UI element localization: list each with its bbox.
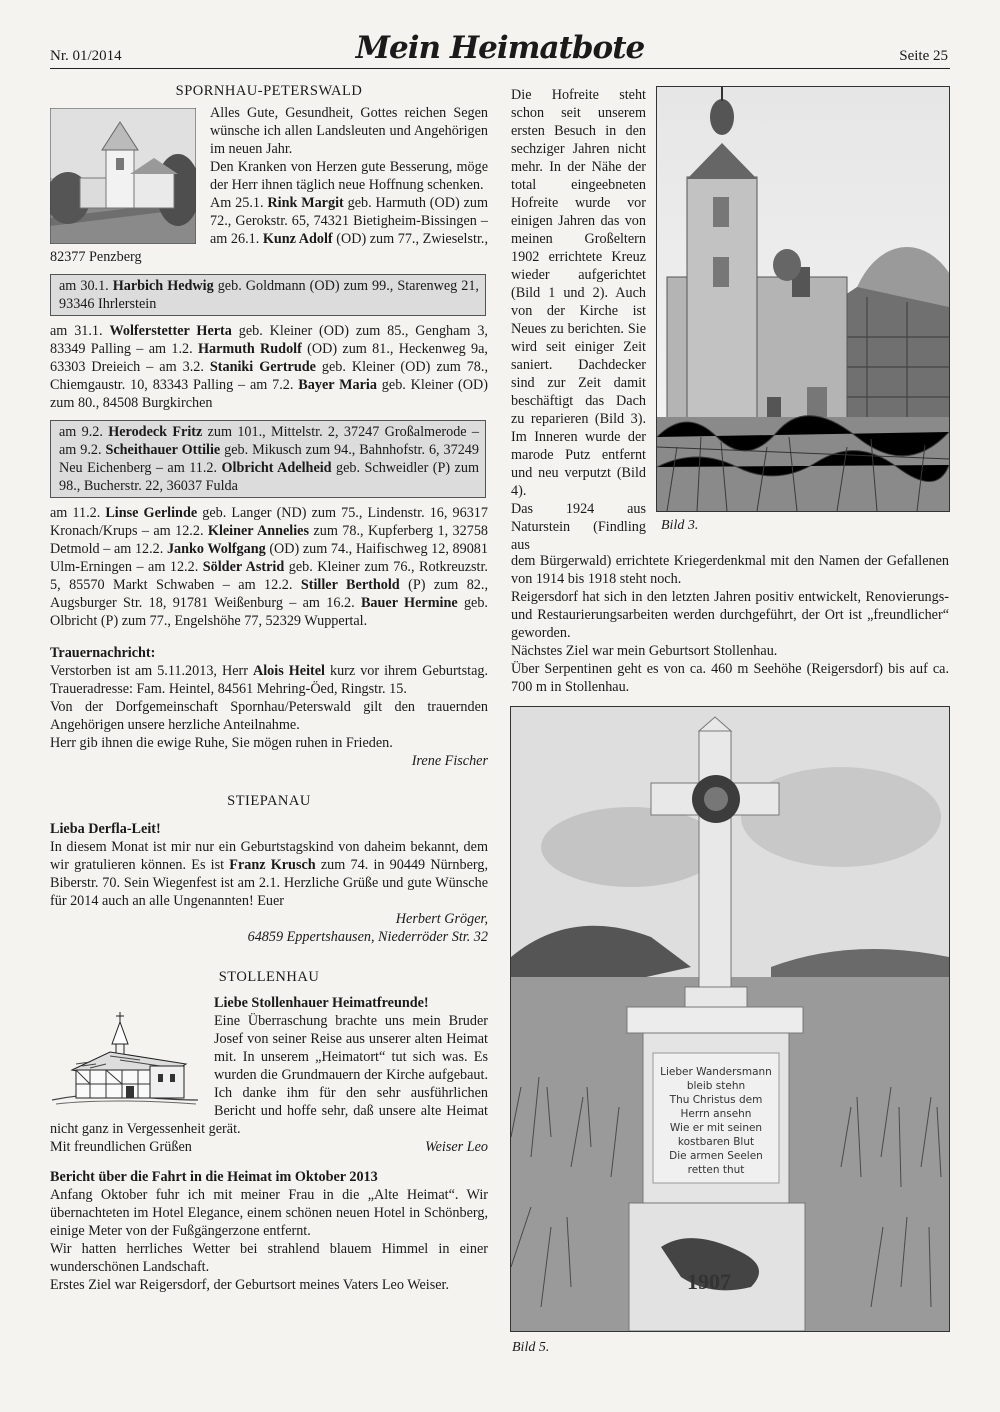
caption-bild-5: Bild 5. [512, 1340, 550, 1355]
signature-herbert: Herbert Gröger, [395, 911, 488, 927]
church-photo-bild-3 [656, 86, 950, 512]
condolence-text: Von der Dorfgemeinschaft Spornhau/Peterswald gilt den trauernden Angehörigen unsere herzliche Anteilnahme. [50, 699, 488, 733]
highlight-box-2: am 9.2. Herodeck Fritz zum 101., Mittelstr. 2, 37247 Großalmerode – am 9.2. Scheithauer Ottilie geb. Mikusch zum 94., Bahnhofstr. 6, 37249 Neu Eichenberg – am 11.2. Olbricht Adelheid geb. Schweidler (P) zum 98., Bucherstr. 22, 36037 Fulda [50, 420, 486, 498]
report-title: Bericht über die Fahrt in die Heimat im Oktober 2013 [50, 1169, 378, 1185]
denkmal-text: dem Bürgerwald) errichtete Kriegerdenkmal mit den Namen der Gefallenen von 1914 bis 1918 steht noch. [511, 553, 949, 587]
hofreite-text: Die Hofreite steht schon seit unserem ersten Besuch in den sechziger Jahren nicht mehr. In der Nähe der total eingeebneten Hofreite wurde vor einigen Jahren das von meinen Großeltern 1902 errichtete Kreuz wieder aufgerichtet (Bild 1 und 2). Auch von der Kirche ist Neues zu berichten. Sie wird seit einiger Zeit saniert. Dachdecker sind zur Zeit damit beschäftigt das Dach zu reparieren (Bild 3). Im Inneren wurde der marode Putz entfernt und neu verputzt (Bild 4). [511, 87, 646, 499]
left-column [50, 82, 488, 1294]
section-title-stiepanau: STIEPANAU [227, 793, 311, 809]
narrow-column [511, 86, 646, 554]
church-photo [50, 108, 196, 244]
memorial-plaque-text: Lieber Wandersmann bleib stehn Thu Christus dem Herrn ansehn Wie er mit seinen kostbaren Blut Die armen Seelen retten thut [660, 1066, 772, 1176]
header-rule [50, 68, 950, 69]
report-paragraph-3: Erstes Ziel war Reigersdorf, der Geburtsort meines Vaters Leo Weiser. [50, 1277, 450, 1293]
wide-continuation [511, 530, 949, 696]
highlight-box-1: am 30.1. Harbich Hedwig geb. Goldmann (OD) zum 99., Starenweg 21, 93346 Ihrlerstein [50, 274, 486, 316]
obituary-text: Verstorben ist am 5.11.2013, Herr Alois Heitel kurz vor ihrem Geburtstag. Traueradresse: Fam. Heintel, 84561 Mehring-Öed, Ringstr. 15. [50, 663, 489, 697]
greeting-paragraph: Alles Gute, Gesundheit, Gottes reichen Segen wünsche ich allen Landsleuten und Angehörigen im neuen Jahr. [210, 105, 488, 157]
birthday-paragraph-2: am 31.1. Wolferstetter Herta geb. Kleiner (OD) zum 85., Gengham 3, 83349 Palling – am 1.2. Harmuth Rudolf (OD) zum 81., Heckenweg 9a, 63303 Dreieich – am 3.2. Staniki Gertrude geb. Kleiner (OD) zum 78., Chiemgaustr. 10, 83343 Palling – am 7.2. Bayer Maria geb. Kleiner (OD) zum 80., 84508 Burgkirchen [50, 323, 488, 411]
denkmal-text-start: Das 1924 aus Naturstein (Findling aus [511, 501, 646, 553]
prayer-text: Herr gib ihnen die ewige Ruhe, Sie mögen ruhen in Frieden. [50, 735, 393, 751]
issue-number: Nr. 01/2014 [50, 48, 122, 64]
masthead-logo: Mein Heimatbote [355, 30, 645, 66]
stiepanau-text: In diesem Monat ist mir nur ein Geburtstagskind von daheim bekannt, dem wir gratulieren können. Es ist Franz Krusch zum 74. in 90449 Nürnberg, Biberstr. 70. Sein Wiegenfest ist am 2.1. Herzliche Grüße und gute Wünsche für 2014 auch an alle Ungenannten! Euer [50, 839, 489, 909]
cross-photo-bild-5 [510, 706, 950, 1332]
report-paragraph-1: Anfang Oktober fuhr ich mit meiner Frau in die „Alte Heimat“. Wir übernachteten im Hotel Elegance, einem schönen neuen Hotel in Schönberg, einige Meter von der Fußgängerzone entfernt. [50, 1187, 488, 1239]
birthday-paragraph-1: Am 25.1. Rink Margit geb. Harmuth (OD) zum 72., Gerokstr. 65, 74321 Bietigheim-Bissingen – am 26.1. Kunz Adolf (OD) zum 77., Zwieselstr., 82377 Penzberg [50, 195, 489, 265]
next-goal-text: Nächstes Ziel war mein Geburtsort Stollenhau. [511, 643, 778, 659]
page-number: Seite 25 [899, 48, 948, 64]
section-title-spornhau: SPORNHAU-PETERSWALD [175, 83, 363, 99]
stollenhau-greeting: Liebe Stollenhauer Heimatfreunde! [214, 995, 429, 1011]
serpentine-text: Über Serpentinen geht es von ca. 460 m Seehöhe (Reigersdorf) bis auf ca. 700 m in Stollenhau. [511, 661, 949, 695]
signature-irene: Irene Fischer [411, 753, 488, 769]
reigersdorf-text: Reigersdorf hat sich in den letzten Jahren positiv entwickelt, Renovierungs- und Restaurierungsarbeiten werden durchgeführt, der Ort ist „freundlicher“ geworden. [511, 589, 949, 641]
chapel-drawing [50, 1004, 200, 1110]
memorial-year: 1907 [687, 1269, 731, 1294]
signature-leo: Weiser Leo [425, 1139, 488, 1155]
get-well-paragraph: Den Kranken von Herzen gute Besserung, möge der Herr ihnen täglich neue Hoffnung schenken. [210, 159, 488, 193]
caption-bild-3: Bild 3. [661, 518, 699, 533]
stollenhau-text: Eine Überraschung brachte uns mein Bruder Josef von seiner Reise aus unserer alten Heimat mit. In unserem „Heimatort“ tut sich was. Es wurden die Grundmauern der Kirche aufgebaut. Ich danke ihm für den sehr ausführlichen Bericht und hoffe sehr, daß unsere alte Heimat nicht ganz in Vergessenheit gerät. [50, 1013, 488, 1137]
report-paragraph-2: Wir hatten herrliches Wetter bei strahlend blauem Himmel in einer wunderschönen Landschaft. [50, 1241, 488, 1275]
birthday-paragraph-3: am 11.2. Linse Gerlinde geb. Langer (ND) zum 75., Lindenstr. 16, 96317 Kronach/Krups – am 12.2. Kleiner Annelies zum 78., Kupferberg 1, 32758 Detmold – am 12.2. Janko Wolfgang (OD) zum 74., Haifischweg 12, 89081 Ulm-Erningen – am 12.2. Sölder Astrid geb. Kleiner zum 76., Rotkreuzstr. 5, 85570 Markt Schwaben – am 12.2. Stiller Berthold (P) zum 82., Augsburger Str. 18, 91781 Weißenburg – am 16.2. Bauer Hermine geb. Olbricht (P) zum 77., Engelshöhe 77, 52329 Wuppertal. [50, 505, 489, 629]
section-title-stollenhau: STOLLENHAU [218, 969, 320, 985]
closing-line: Mit freundlichen Grüßen Weiser Leo [50, 1139, 488, 1155]
obituary-heading: Trauernachricht: [50, 645, 156, 661]
signature-address: 64859 Eppertshausen, Niederröder Str. 32 [247, 929, 488, 945]
stiepanau-greeting: Lieba Derfla-Leit! [50, 821, 161, 837]
